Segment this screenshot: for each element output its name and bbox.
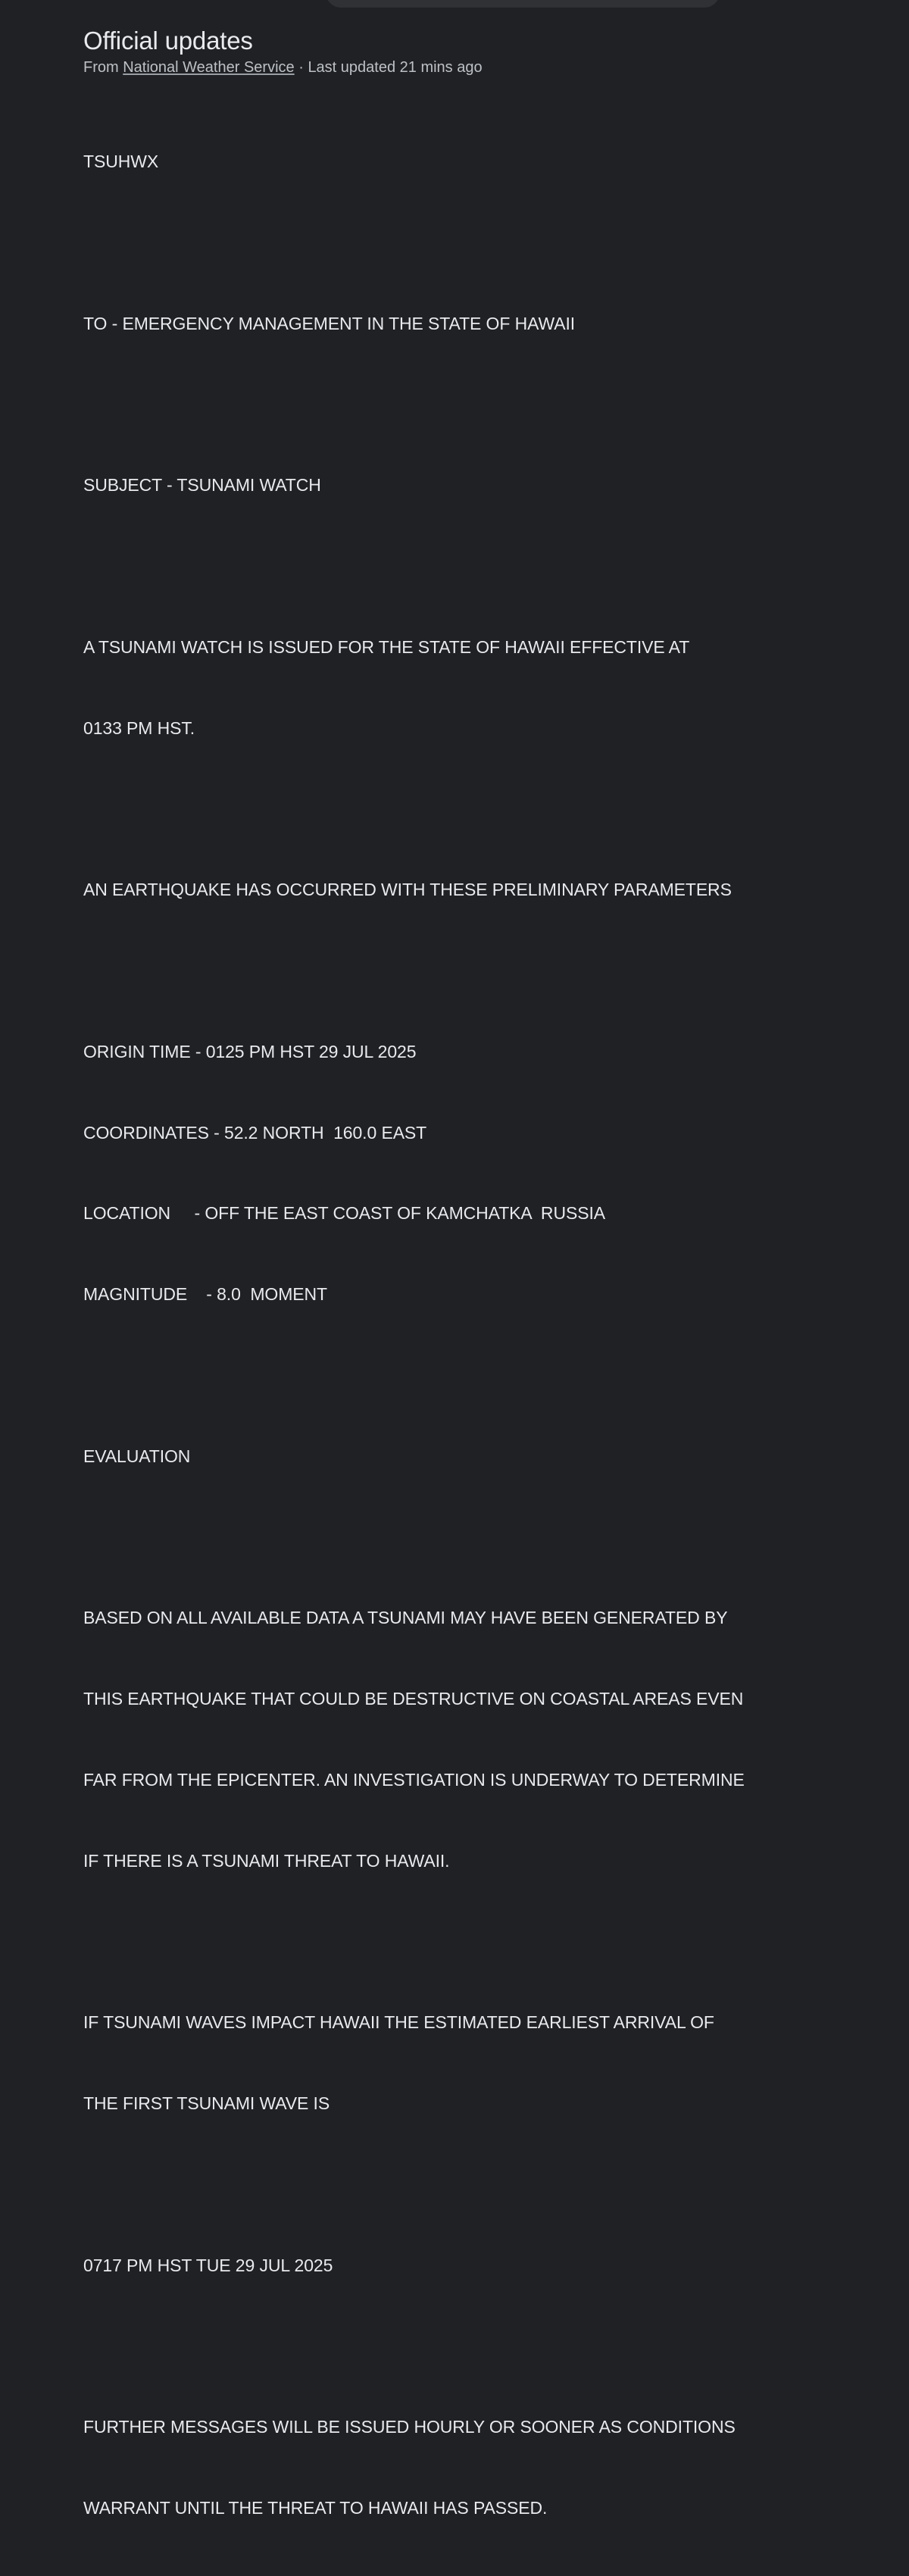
bulletin-line: EVALUATION [83, 1446, 191, 1466]
bulletin-line [83, 392, 841, 419]
bulletin-line [83, 1362, 841, 1390]
bulletin-line: 0717 PM HST TUE 29 JUL 2025 [83, 2255, 333, 2275]
bulletin-line: AN EARTHQUAKE HAS OCCURRED WITH THESE PRELIMINARY PARAMETERS [83, 880, 732, 900]
bulletin-line: MAGNITUDE - 8.0 MOMENT [83, 1284, 327, 1305]
from-label: From [83, 59, 119, 76]
source-link[interactable]: National Weather Service [123, 59, 295, 76]
bulletin-line: TSUHWX [83, 152, 159, 172]
bulletin-line [83, 796, 841, 823]
page-title: Official updates [83, 27, 253, 55]
bulletin-line: IF TSUNAMI WAVES IMPACT HAWAII THE ESTIMATED EARLIEST ARRIVAL OF [83, 2012, 714, 2033]
bulletin-line [83, 553, 841, 580]
bulletin-line: SUBJECT - TSUNAMI WATCH [83, 475, 321, 496]
bulletin-line: FURTHER MESSAGES WILL BE ISSUED HOURLY OR SOONER AS CONDITIONS [83, 2417, 736, 2437]
meta-separator: · [298, 59, 304, 76]
bulletin-line: LOCATION - OFF THE EAST COAST OF KAMCHATKA RUSSIA [83, 1203, 605, 1224]
bulletin-text [83, 95, 841, 2576]
update-meta [83, 56, 841, 79]
bulletin-line: FAR FROM THE EPICENTER. AN INVESTIGATION IS UNDERWAY TO DETERMINE [83, 1769, 745, 1790]
bulletin-line: IF THERE IS A TSUNAMI THREAT TO HAWAII. [83, 1850, 450, 1871]
bulletin-line: WARRANT UNTIL THE THREAT TO HAWAII HAS PASSED. [83, 2497, 548, 2518]
bulletin-line: 0133 PM HST. [83, 717, 195, 738]
bulletin-line: BASED ON ALL AVAILABLE DATA A TSUNAMI MAY HAVE BEEN GENERATED BY [83, 1608, 728, 1628]
bulletin-line: TO - EMERGENCY MANAGEMENT IN THE STATE OF HAWAII [83, 313, 576, 333]
bulletin-line: ORIGIN TIME - 0125 PM HST 29 JUL 2025 [83, 1041, 417, 1061]
bulletin-line [83, 2333, 841, 2360]
bulletin-line [83, 1928, 841, 1955]
bulletin-line: THE FIRST TSUNAMI WAVE IS [83, 2093, 330, 2113]
bulletin-line: THIS EARTHQUAKE THAT COULD BE DESTRUCTIVE ON COASTAL AREAS EVEN [83, 1689, 744, 1709]
bulletin-line [83, 2171, 841, 2199]
last-updated: Last updated 21 mins ago [308, 59, 483, 76]
bulletin-line: A TSUNAMI WATCH IS ISSUED FOR THE STATE OF HAWAII EFFECTIVE AT [83, 636, 690, 657]
bulletin-line [83, 958, 841, 985]
bulletin-line [83, 1524, 841, 1551]
official-updates-card [83, 26, 841, 2576]
search-bar-edge[interactable] [326, 0, 720, 8]
bulletin-line: COORDINATES - 52.2 NORTH 160.0 EAST [83, 1122, 427, 1143]
bulletin-line [83, 230, 841, 257]
